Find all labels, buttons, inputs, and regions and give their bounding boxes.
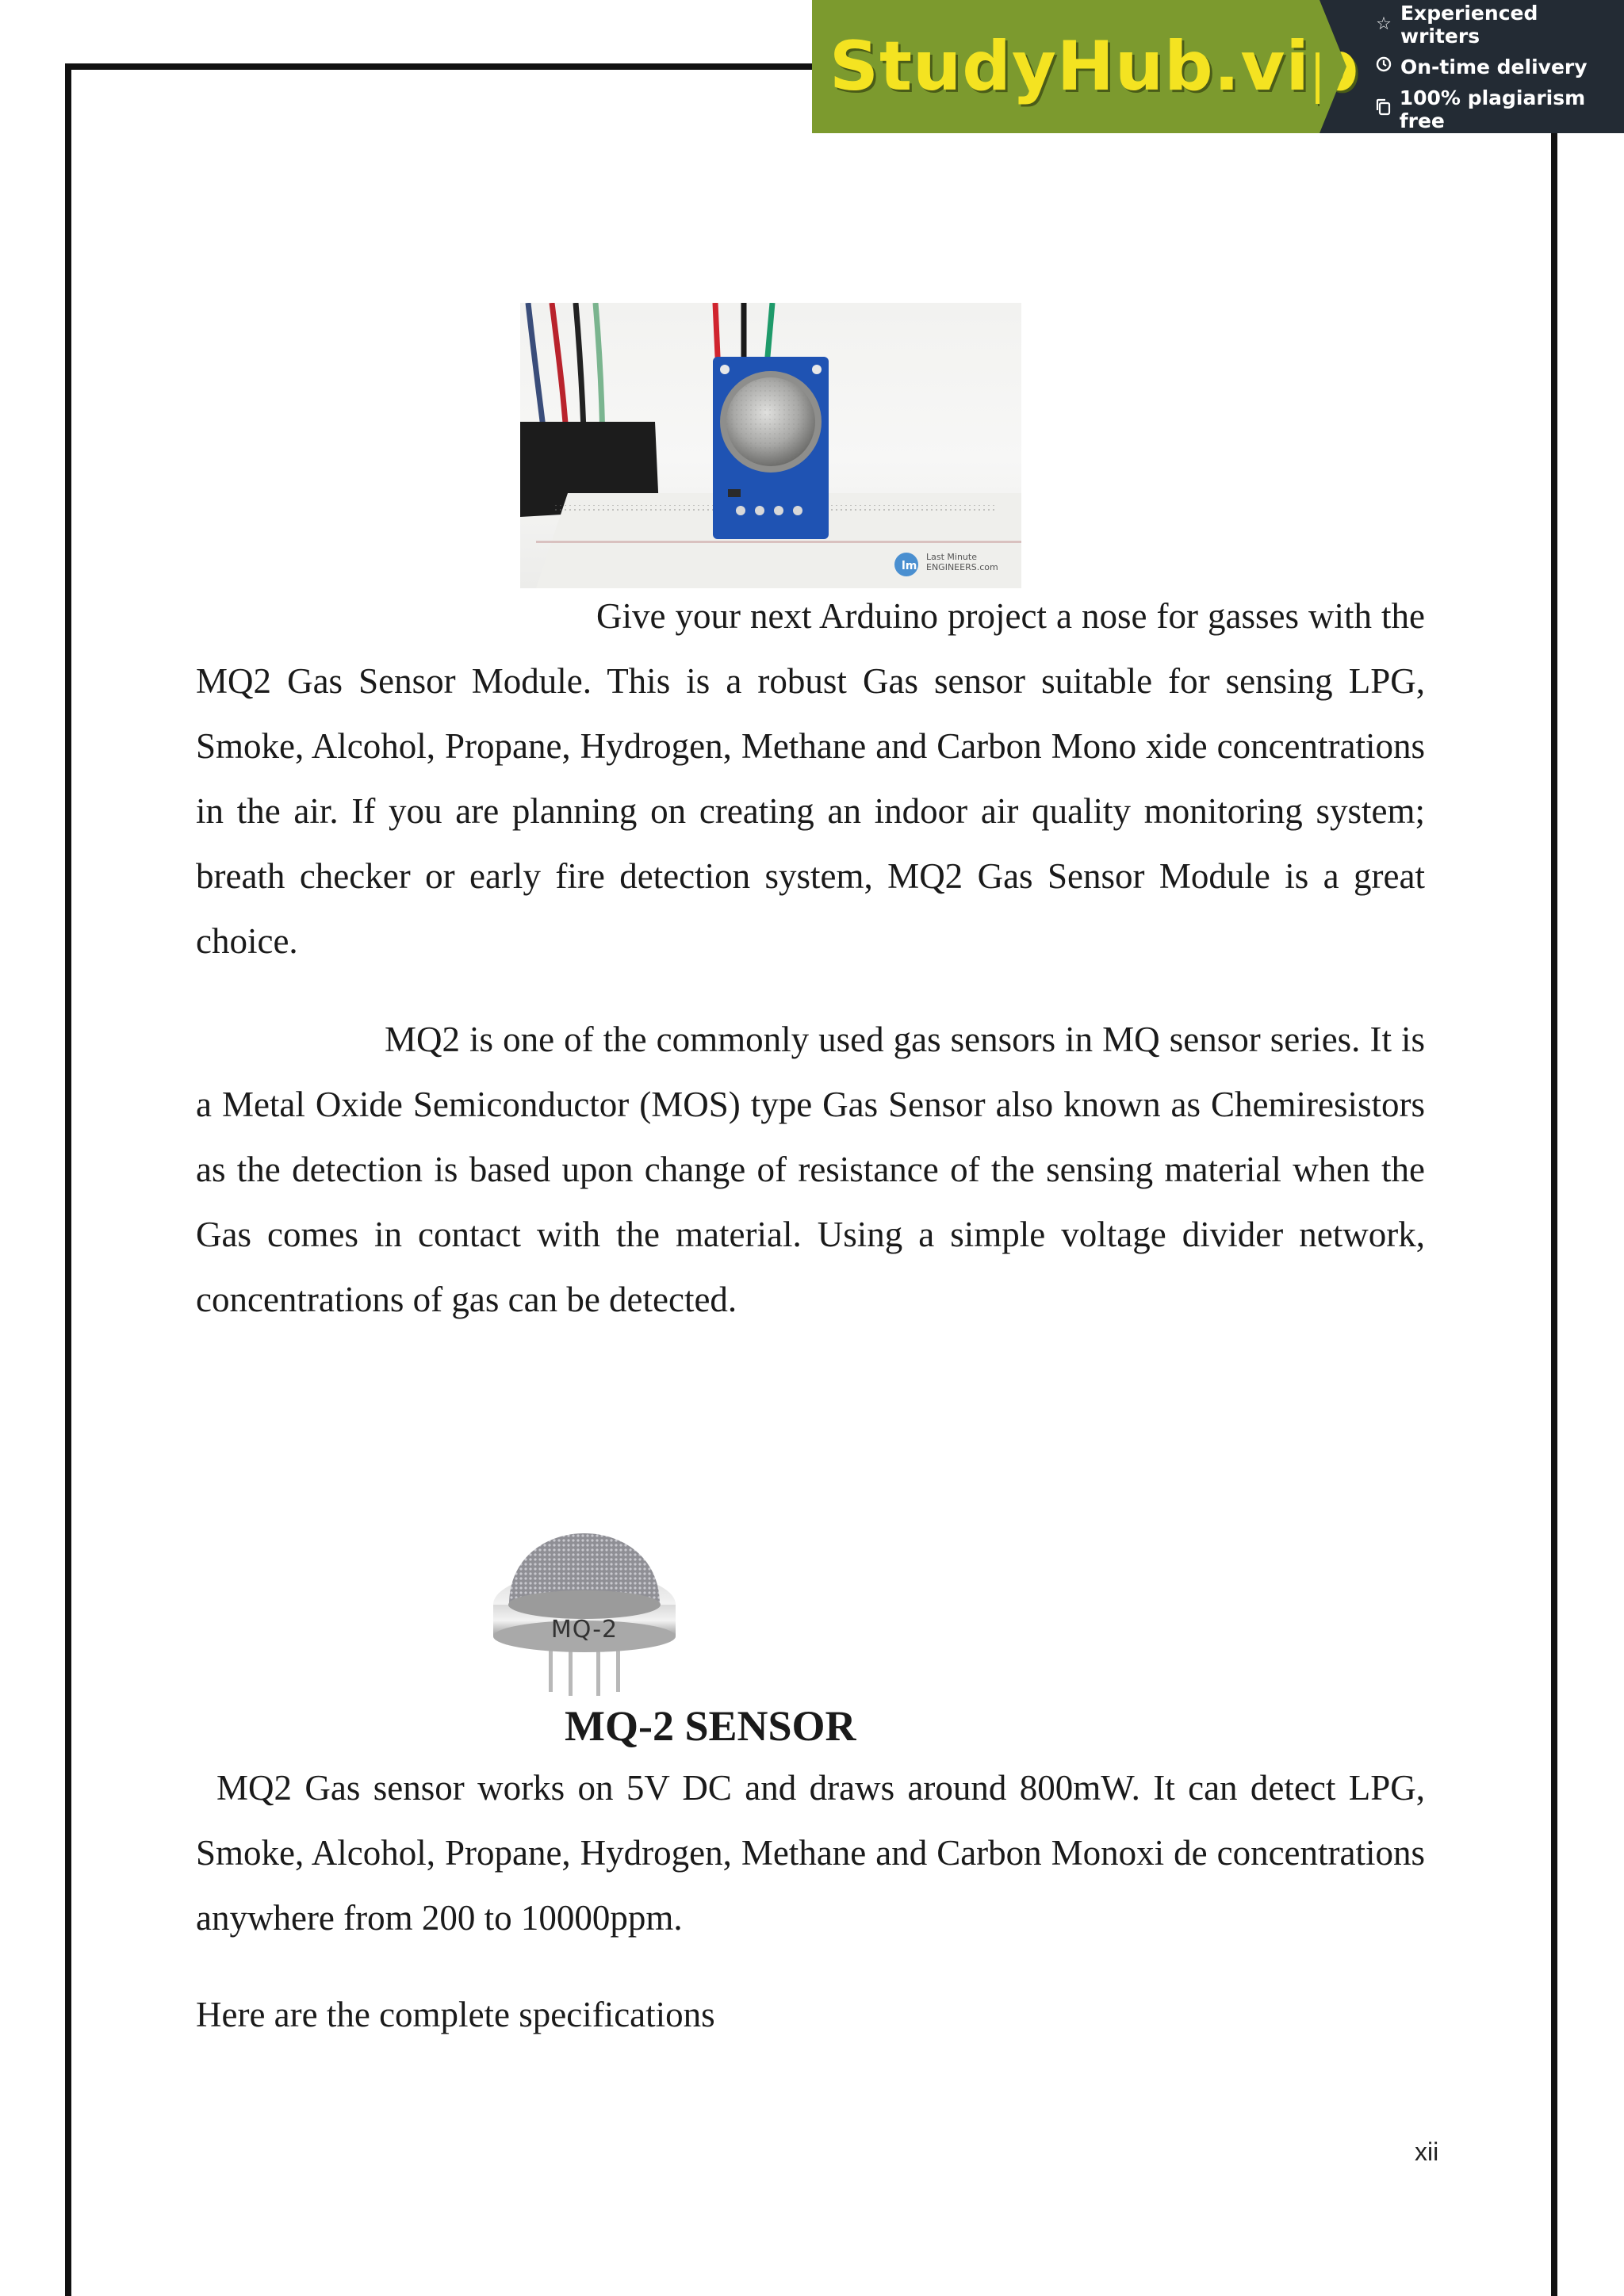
paragraph-intro: Give your next Arduino project a nose for gasses with the MQ2 Gas Sensor Module. This is a robust Gas sensor suitable for sensing LPG, Smoke, Alcohol, Propane, Hydrogen, Methane and Carbon Mono xide concentrations in the air. If you are planning on creating an indoor air quality monitoring system; breath checker or early fire detection system, MQ2 Gas Sensor Module is a great choice. [196,596,1425,961]
paragraph-specifications-intro: Here are the complete specifications [196,1995,715,2034]
banner-features [1320,0,1624,133]
feature-plagiarism-free [1375,86,1624,132]
paragraph-mos-description: MQ2 is one of the commonly used gas sensors in MQ sensor series. It is a Metal Oxide Semiconductor (MOS) type Gas Sensor also known as Chemiresistors as the detection is based upon change of resistance of the sensing material when the Gas comes in contact with the material. Using a simple voltage divider network, concentrations of gas can be detected. [196,1020,1425,1319]
logo-text: StudyHub.vip [829,27,1360,106]
studyhub-logo[interactable] [812,0,1360,133]
page-border-left [65,63,71,2296]
feature-label: On-time delivery [1400,55,1588,78]
photo-watermark: Last Minute ENGINEERS.com [926,552,998,572]
sensor-label: MQ-2 [550,1616,619,1644]
star-icon: ☆ [1376,14,1392,34]
copy-icon [1375,98,1392,121]
feature-experienced-writers [1375,2,1624,48]
page-border-top [65,63,914,70]
mq2-sensor-photo [485,1486,684,1700]
feature-on-time-delivery [1375,55,1624,78]
svg-text:lm: lm [902,560,917,572]
feature-label: Experienced writers [1400,1,1538,48]
mq2-module-photo [520,303,1021,588]
feature-label: 100% plagiarism free [1399,86,1586,132]
page-number: xii [1415,2137,1439,2166]
clock-icon [1375,56,1392,77]
figure-caption: MQ-2 SENSOR [565,1702,856,1750]
paragraph-power-specs: MQ2 Gas sensor works on 5V DC and draws around 800mW. It can detect LPG, Smoke, Alcohol, Propane, Hydrogen, Methane and Carbon Monoxi de concentrations anywhere from 200 to 10000ppm. [196,1768,1425,1938]
studyhub-banner[interactable] [812,0,1624,133]
page-border-right [1551,119,1557,2296]
